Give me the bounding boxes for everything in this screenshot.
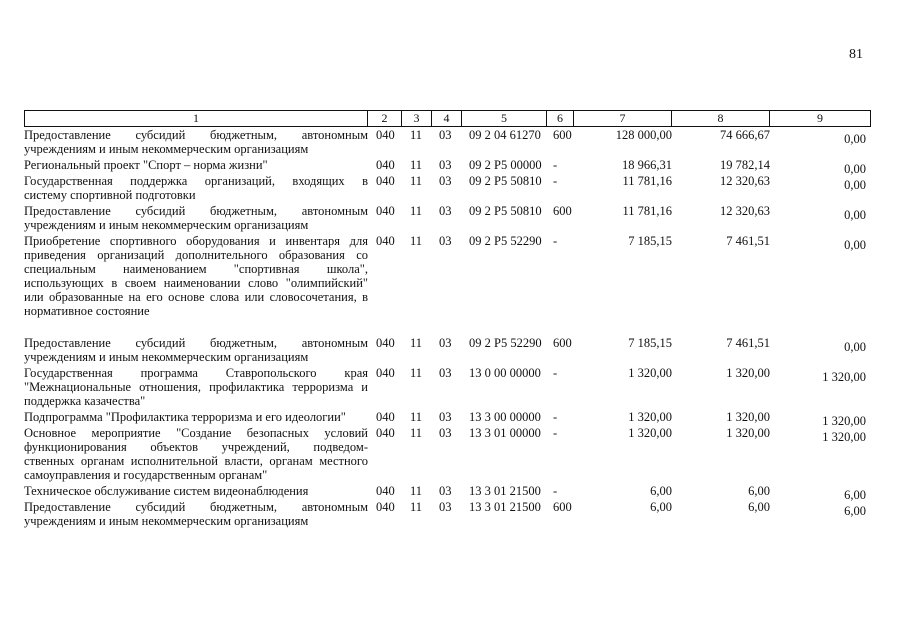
row-name-line: Предоставление субсидий бюджетным, автономным (24, 336, 368, 350)
expense-type-code: - (553, 366, 558, 380)
amount-col-8: 19 782,14 (720, 158, 770, 172)
row-name-line: Предоставление субсидий бюджетным, автономным (24, 204, 368, 218)
row-name (24, 204, 368, 232)
section-code: 11 (410, 174, 423, 188)
column-header: 2 (368, 111, 402, 127)
ministry-code: 040 (376, 204, 395, 218)
amount-col-7: 11 781,16 (622, 174, 672, 188)
subsection-code: 03 (439, 484, 452, 498)
column-header: 3 (402, 111, 432, 127)
row-name-line: Региональный проект "Спорт – норма жизни" (24, 158, 268, 172)
expense-type-code: - (553, 234, 558, 248)
amount-col-7: 18 966,31 (622, 158, 672, 172)
row-name-line: "Межнациональные отношения, профилактика терроризма и (24, 380, 368, 394)
row-name (24, 484, 368, 498)
amount-col-8: 12 320,63 (720, 204, 770, 218)
column-header-row (25, 111, 871, 127)
row-name (24, 158, 368, 172)
amount-col-8: 6,00 (748, 484, 770, 498)
amount-col-9: 1 320,00 (822, 430, 866, 444)
section-code: 11 (410, 158, 423, 172)
ministry-code: 040 (376, 336, 395, 350)
subsection-code: 03 (439, 366, 452, 380)
target-article-code: 09 2 04 61270 (469, 128, 541, 142)
target-article-code: 13 3 00 00000 (469, 410, 541, 424)
expense-type-code: - (553, 410, 558, 424)
target-article-code: 13 3 01 21500 (469, 500, 541, 514)
amount-col-7: 6,00 (650, 484, 672, 498)
table-row (24, 234, 872, 322)
expense-type-code: - (553, 158, 558, 172)
expense-type-code: - (553, 174, 558, 188)
row-name-line: самоуправления и государственным органам" (24, 468, 268, 482)
amount-col-9: 6,00 (844, 504, 866, 518)
row-name (24, 128, 368, 156)
row-name-line: функционирования объектов учреждений, подведом- (24, 440, 368, 454)
amount-col-8: 1 320,00 (726, 366, 770, 380)
row-name-line: Основное мероприятие "Создание безопасных условий (24, 426, 368, 440)
target-article-code: 13 3 01 21500 (469, 484, 541, 498)
row-name-line: нормативное состояние (24, 304, 150, 318)
table-row (24, 484, 872, 500)
expense-type-code: 600 (553, 336, 572, 350)
page-number: 81 (849, 47, 863, 62)
column-header: 9 (770, 111, 871, 127)
subsection-code: 03 (439, 128, 452, 142)
table-row (24, 336, 872, 366)
amount-col-8: 1 320,00 (726, 426, 770, 440)
row-name-line: учреждениям и иным некоммерческим организациям (24, 514, 309, 528)
amount-col-7: 1 320,00 (628, 426, 672, 440)
table-row (24, 174, 872, 204)
section-code: 11 (410, 234, 423, 248)
amount-col-9: 0,00 (844, 132, 866, 146)
target-article-code: 09 2 P5 52290 (469, 336, 542, 350)
amount-col-9: 0,00 (844, 208, 866, 222)
amount-col-8: 7 461,51 (726, 336, 770, 350)
row-name (24, 426, 368, 482)
amount-col-9: 0,00 (844, 340, 866, 354)
row-name (24, 366, 368, 408)
section-code: 11 (410, 336, 423, 350)
ministry-code: 040 (376, 234, 395, 248)
amount-col-9: 1 320,00 (822, 414, 866, 428)
amount-col-9: 1 320,00 (822, 370, 866, 384)
amount-col-7: 1 320,00 (628, 366, 672, 380)
ministry-code: 040 (376, 426, 395, 440)
target-article-code: 13 0 00 00000 (469, 366, 541, 380)
ministry-code: 040 (376, 128, 395, 142)
row-name-line: систему спортивной подготовки (24, 188, 196, 202)
table-row (24, 426, 872, 484)
row-name (24, 234, 368, 318)
row-name-line: учреждениям и иным некоммерческим организациям (24, 350, 309, 364)
amount-col-7: 6,00 (650, 500, 672, 514)
table-row (24, 500, 872, 530)
expense-type-code: 600 (553, 500, 572, 514)
row-name-line: Предоставление субсидий бюджетным, автономным (24, 128, 368, 142)
row-name-line: Государственная поддержка организаций, входящих в (24, 174, 368, 188)
row-name (24, 336, 368, 364)
ministry-code: 040 (376, 410, 395, 424)
amount-col-8: 12 320,63 (720, 174, 770, 188)
row-name-line: поддержка казачества" (24, 394, 146, 408)
amount-col-7: 7 185,15 (628, 336, 672, 350)
row-name-line: специальным наименованием "спортивная школа", (24, 262, 368, 276)
column-header: 1 (25, 111, 368, 127)
ministry-code: 040 (376, 500, 395, 514)
amount-col-9: 6,00 (844, 488, 866, 502)
row-name-line: Приобретение спортивного оборудования и инвентаря для (24, 234, 368, 248)
row-name-line: Подпрограмма "Профилактика терроризма и его идеологии" (24, 410, 346, 424)
row-name (24, 500, 368, 528)
target-article-code: 09 2 P5 50810 (469, 204, 542, 218)
table-row (24, 158, 872, 174)
section-code: 11 (410, 484, 423, 498)
column-header: 8 (672, 111, 770, 127)
subsection-code: 03 (439, 204, 452, 218)
section-code: 11 (410, 204, 423, 218)
amount-col-8: 74 666,67 (720, 128, 770, 142)
amount-col-8: 1 320,00 (726, 410, 770, 424)
subsection-code: 03 (439, 174, 452, 188)
subsection-code: 03 (439, 234, 452, 248)
budget-rows (24, 128, 872, 530)
section-code: 11 (410, 410, 423, 424)
table-row (24, 128, 872, 158)
row-name-line: Государственная программа Ставропольского края (24, 366, 368, 380)
ministry-code: 040 (376, 158, 395, 172)
expense-type-code: - (553, 484, 558, 498)
amount-col-7: 128 000,00 (615, 128, 672, 142)
table-row (24, 204, 872, 234)
row-name-line: приведения организаций дополнительного образования со (24, 248, 368, 262)
row-name-line: ственных органам исполнительной власти, органам местного (24, 454, 368, 468)
amount-col-8: 6,00 (748, 500, 770, 514)
subsection-code: 03 (439, 500, 452, 514)
ministry-code: 040 (376, 484, 395, 498)
section-code: 11 (410, 500, 423, 514)
row-name (24, 410, 368, 424)
row-name-line: учреждениям и иным некоммерческим организациям (24, 218, 309, 232)
row-name-line: Техническое обслуживание систем видеонаблюдения (24, 484, 309, 498)
row-name-line: Предоставление субсидий бюджетным, автономным (24, 500, 368, 514)
amount-col-7: 11 781,16 (622, 204, 672, 218)
amount-col-9: 0,00 (844, 178, 866, 192)
row-name-line: или образованные на его основе слова или словосочетания, в (24, 290, 368, 304)
column-header: 5 (462, 111, 547, 127)
target-article-code: 09 2 P5 00000 (469, 158, 542, 172)
row-name-line: использующих в своем наименовании слово "олимпийский" (24, 276, 368, 290)
section-code: 11 (410, 366, 423, 380)
subsection-code: 03 (439, 410, 452, 424)
target-article-code: 09 2 P5 50810 (469, 174, 542, 188)
amount-col-8: 7 461,51 (726, 234, 770, 248)
expense-type-code: 600 (553, 204, 572, 218)
amount-col-9: 0,00 (844, 162, 866, 176)
table-row (24, 366, 872, 410)
target-article-code: 13 3 01 00000 (469, 426, 541, 440)
ministry-code: 040 (376, 174, 395, 188)
section-code: 11 (410, 426, 423, 440)
row-name (24, 174, 368, 202)
amount-col-9: 0,00 (844, 238, 866, 252)
column-header-table (24, 110, 871, 127)
column-header: 6 (547, 111, 574, 127)
amount-col-7: 1 320,00 (628, 410, 672, 424)
subsection-code: 03 (439, 426, 452, 440)
ministry-code: 040 (376, 366, 395, 380)
subsection-code: 03 (439, 336, 452, 350)
target-article-code: 09 2 P5 52290 (469, 234, 542, 248)
expense-type-code: - (553, 426, 558, 440)
column-header: 4 (432, 111, 462, 127)
expense-type-code: 600 (553, 128, 572, 142)
amount-col-7: 7 185,15 (628, 234, 672, 248)
row-name-line: учреждениям и иным некоммерческим организациям (24, 142, 309, 156)
section-code: 11 (410, 128, 423, 142)
subsection-code: 03 (439, 158, 452, 172)
table-row (24, 410, 872, 426)
column-header: 7 (574, 111, 672, 127)
